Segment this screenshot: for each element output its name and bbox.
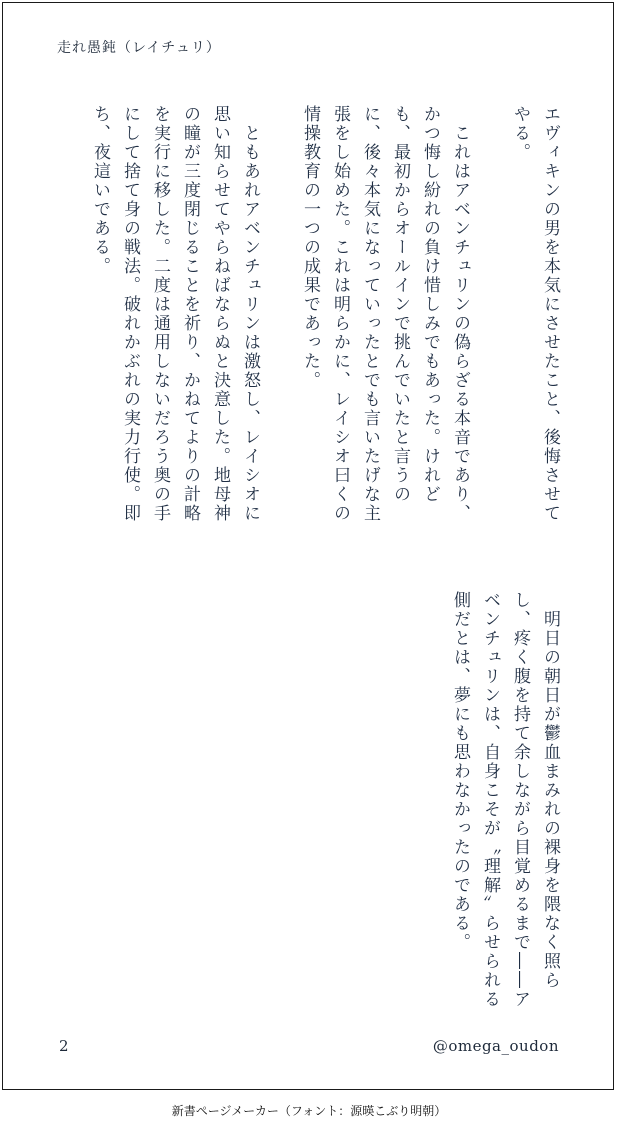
- lower-text-block: [385, 591, 565, 1021]
- generator-credit: 新書ページメーカー（フォント：源暎こぶり明朝）: [171, 1104, 447, 1118]
- paragraph: 明日の朝日が鬱血まみれの裸身を隈なく照らし、疼く腹を持て余しながら目覚めるまで――アベンチュリンは、自身こそが〝理解〟らせられる側だとは、夢にも思わなかったのである。: [450, 591, 560, 1009]
- blank-line: [265, 105, 295, 535]
- running-title: 走れ愚鈍（レイチュリ）: [57, 40, 221, 56]
- paragraph: ともあれアベンチュリンは激怒し、レイシオに思い知らせてやらねばならぬと決意した。地母神の瞳が三度閉じることを祈り、かねてよりの計略を実行に移した。二度は通用しないだろう奥の手にして捨て身の戦法。破れかぶれの実力行使。即ち、夜這いである。: [90, 105, 260, 523]
- paragraph: エヴィキンの男を本気にさせたこと、後悔させてやる。: [510, 105, 560, 523]
- page-number: 2: [59, 1037, 69, 1055]
- blank-line: [475, 105, 505, 535]
- upper-text-block: [65, 105, 565, 535]
- paragraph: これはアベンチュリンの偽らざる本音であり、かつ悔し紛れの負け惜しみでもあった。けれども、最初からオールインで挑んでいたと言うのに、後々本気になっていったとでも言いたげな主張をし始めた。これは明らかに、レイシオ曰くの情操教育の一つの成果であった。: [300, 105, 470, 523]
- author-handle: @omega_oudon: [432, 1037, 559, 1055]
- page-frame: [2, 2, 614, 1090]
